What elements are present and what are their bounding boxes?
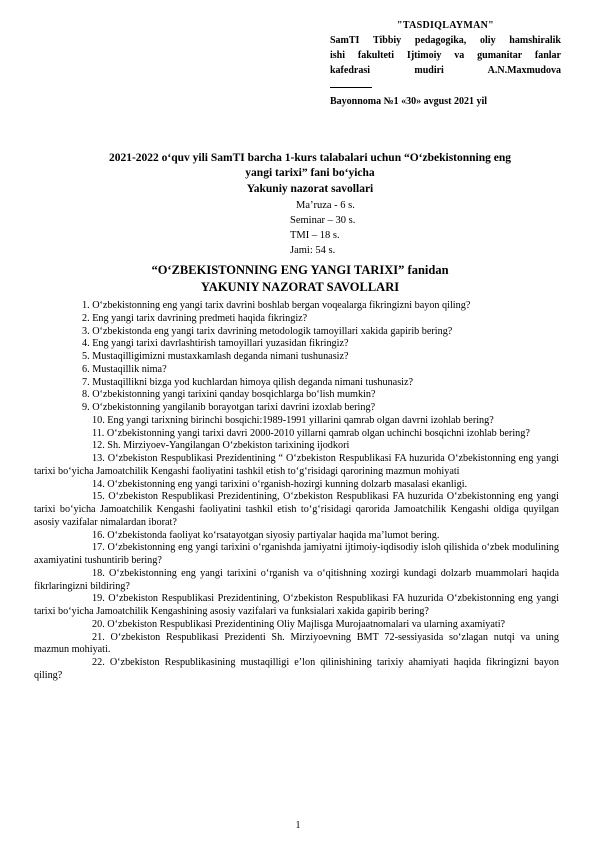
hours-seminar: Seminar – 30 s. bbox=[290, 215, 356, 226]
question-item: 14. Oʻzbekistonning eng yangi tarixini oʻrganish-hozirgi kunning dolzarb masalasi ekanligi. bbox=[92, 478, 468, 490]
question-item: 15. Oʻzbekiston Respublikasi Prezidentining, Oʻzbekiston Respublikasi FA huzurida Oʻzbekistonning eng yangi tarixi boʻyicha Jamoatchilik Kengashi faoliyatini tashkil etish toʻgʻrisidagi qarorida Jamoatchilik Kengashi oldiga quyilgan asosiy vazifalar nimalardan iborat? bbox=[34, 491, 559, 528]
heading-subtitle: Yakuniy nazorat savollari bbox=[246, 183, 374, 195]
question-item: 4. Eng yangi tarixi davrlashtirish tamoyillari yuzasidan fikringiz? bbox=[82, 338, 349, 350]
question-item: 19. Oʻzbekiston Respublikasi Prezidentining, Oʻzbekiston Respublikasi FA huzurida Oʻzbekistonning eng yangi tarixi boʻyicha Jamoatchilik Kengashining asosiy vazifalari va funksialari xakida gapirib bering? bbox=[34, 593, 559, 617]
question-item: 11. Oʻzbekistonning yangi tarixi davri 2000-2010 yillarni qamrab olgan uchinchi bosqichni izohlab bering? bbox=[92, 427, 530, 439]
approval-block bbox=[330, 18, 561, 109]
question-item: 20. Oʻzbekiston Respublikasi Prezidentining Oliy Majlisga Murojaatnomalari va ularning axamiyati? bbox=[92, 618, 506, 630]
hours-tmi: TMI – 18 s. bbox=[290, 230, 340, 241]
page-number: 1 bbox=[295, 820, 301, 831]
heading-line: yangi tarixi” fani boʻyicha bbox=[245, 167, 375, 179]
question-item: 6. Mustaqillik nima? bbox=[82, 363, 167, 375]
questions-list bbox=[34, 300, 559, 683]
question-item: 10. Eng yangi tarixning birinchi bosqichi:1989-1991 yillarini qamrab olgan davrni izohlab bering? bbox=[92, 414, 494, 426]
question-item: 7. Mustaqillikni bizga yod kuchlardan himoya qilish deganda nimani tushunasiz? bbox=[82, 376, 414, 388]
approval-line: SamTI Tibbiy pedagogika, oliy hamshiralik bbox=[330, 35, 561, 46]
approval-protocol: Bayonnoma №1 «30» avgust 2021 yil bbox=[330, 96, 488, 107]
question-item: 18. Oʻzbekistonning eng yangi tarixini oʻrganish va oʻqitishning xozirgi kundagi dolzarb muammolari haqida fikrlaringizni bildiring? bbox=[34, 567, 559, 592]
question-item: 8. Oʻzbekistonning yangi tarixini qanday bosqichlarga boʻlish mumkin? bbox=[82, 389, 376, 401]
question-item: 17. Oʻzbekistonning eng yangi tarixini oʻrganishda jamiyatni ijtimoiy-iqdisodiy isloh qilishida oʻzbek modulining axamiyatini tushuntirib bering? bbox=[34, 542, 559, 566]
question-item: 13. Oʻzbekiston Respublikasi Prezidentining “ Oʻzbekiston Respublikasi FA huzurida Oʻzbekistonning eng yangi tarixi boʻyicha Jamoatchilik Kengashi faoliyatini tashkil etish toʻgʻrisidagi qarorining mazmun mohiyati bbox=[34, 453, 559, 477]
question-item: 2. Eng yangi tarix davrining predmeti haqida fikringiz? bbox=[82, 312, 308, 324]
section-subtitle: YAKUNIY NAZORAT SAVOLLARI bbox=[200, 280, 400, 294]
section-title: “OʻZBEKISTONNING ENG YANGI TARIXI” fanidan bbox=[151, 263, 449, 277]
hours-total: Jami: 54 s. bbox=[290, 245, 336, 256]
heading-line: 2021-2022 oʻquv yili SamTI barcha 1-kurs talabalari uchun “Oʻzbekistonning eng bbox=[108, 152, 512, 164]
signature-line bbox=[330, 78, 372, 88]
question-item: 5. Mustaqilligimizni mustaxkamlash deganda nimani tushunasiz? bbox=[82, 351, 349, 362]
question-item: 21. Oʻzbekiston Respublikasi Prezidenti Sh. Mirziyoevning BMT 72-sessiyasida soʻzlagan nutqi va uning mazmun mohiyati. bbox=[34, 631, 559, 656]
approval-title: "TASDIQLAYMAN" bbox=[397, 20, 494, 31]
question-item: 1. Oʻzbekistonning eng yangi tarix davrini boshlab bergan voqealarga fikringizni bayon qiling? bbox=[82, 300, 471, 311]
question-item: 22. Oʻzbekiston Respublikasining mustaqilligi e’lon qilinishining tarixiy ahamiyati haqida fikringizni bayon qiling? bbox=[34, 657, 559, 681]
question-item: 12. Sh. Mirziyoev-Yangilangan Oʻzbekiston tarixining ijodkori bbox=[92, 440, 350, 452]
approval-line: kafedrasi mudiri A.N.Maxmudova bbox=[330, 65, 561, 76]
hours-lecture: Ma’ruza - 6 s. bbox=[296, 200, 355, 211]
question-item: 9. Oʻzbekistonning yangilanib borayotgan tarixi davrini izoxlab bering? bbox=[82, 402, 376, 413]
question-item: 16. Oʻzbekistonda faoliyat koʻrsatayotgan siyosiy partiyalar haqida ma’lumot bering. bbox=[92, 529, 440, 541]
approval-line: ishi fakulteti Ijtimoiy va gumanitar fanlar bbox=[330, 50, 561, 61]
question-item: 3. Oʻzbekistonda eng yangi tarix davrining metodologik tamoyillari xakida gapirib bering? bbox=[82, 325, 453, 337]
